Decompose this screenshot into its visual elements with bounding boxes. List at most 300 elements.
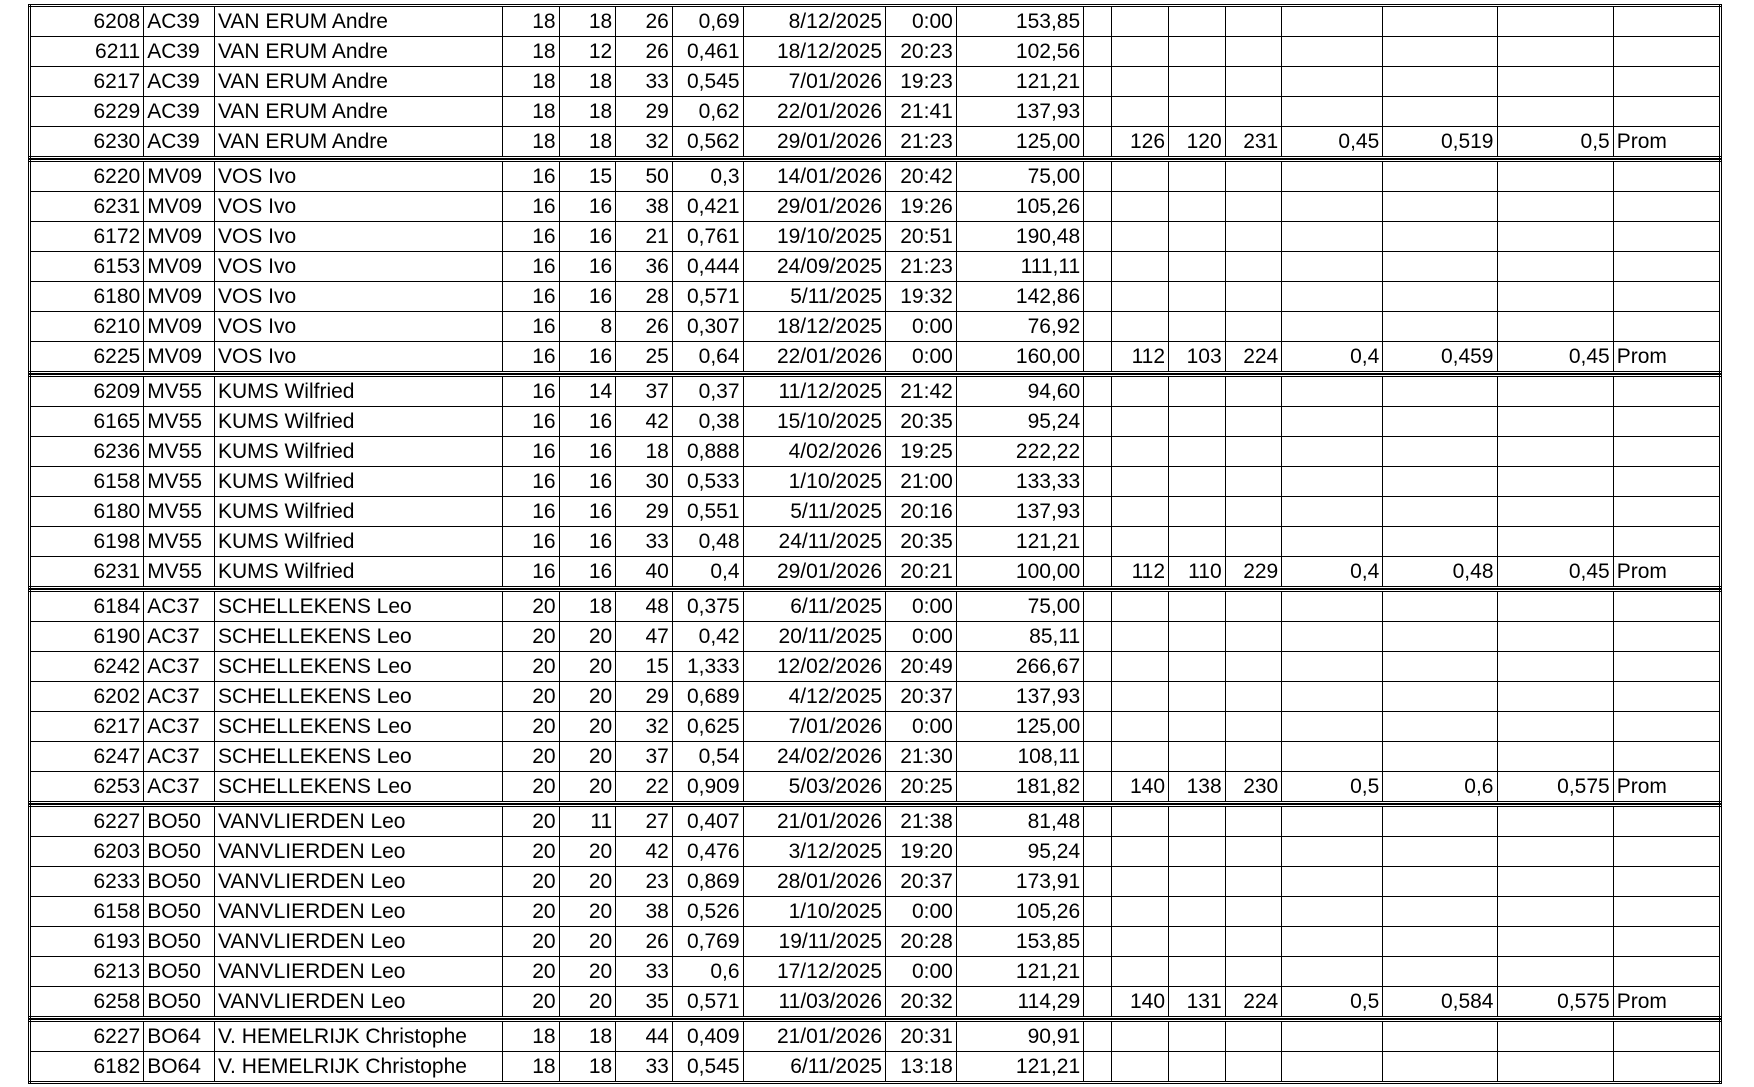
ratio-cell: 0,62 xyxy=(672,97,743,127)
sum-c-cell xyxy=(1225,622,1282,652)
prom-label-cell: Prom xyxy=(1613,987,1720,1018)
sum-b-cell: 138 xyxy=(1169,772,1226,803)
avg-a-cell xyxy=(1282,467,1383,497)
score-cell: 153,85 xyxy=(956,927,1083,957)
sum-b-cell xyxy=(1169,467,1226,497)
ratio-cell: 0,54 xyxy=(672,742,743,772)
spacer-cell xyxy=(1084,282,1112,312)
avg-a-cell: 0,5 xyxy=(1282,987,1383,1018)
date-cell: 22/01/2026 xyxy=(743,97,886,127)
ratio-cell: 0,48 xyxy=(672,527,743,557)
avg-b-cell: 0,459 xyxy=(1383,342,1497,373)
date-cell: 12/02/2026 xyxy=(743,652,886,682)
sum-b-cell xyxy=(1169,527,1226,557)
table-row xyxy=(30,437,1721,467)
avg-c-cell xyxy=(1497,437,1613,467)
col-c-cell: 35 xyxy=(616,987,673,1018)
sum-c-cell xyxy=(1225,6,1282,37)
sum-b-cell xyxy=(1169,37,1226,67)
col-a-cell: 16 xyxy=(503,252,560,282)
spacer-cell xyxy=(1084,222,1112,252)
ring-code-cell: BO64 xyxy=(144,1052,215,1083)
race-no-cell: 6210 xyxy=(30,312,144,342)
spacer-cell xyxy=(1084,772,1112,803)
sum-c-cell xyxy=(1225,837,1282,867)
date-cell: 24/02/2026 xyxy=(743,742,886,772)
ratio-cell: 0,4 xyxy=(672,557,743,588)
score-cell: 94,60 xyxy=(956,376,1083,407)
time-cell: 19:23 xyxy=(886,67,957,97)
ratio-cell: 0,307 xyxy=(672,312,743,342)
score-cell: 266,67 xyxy=(956,652,1083,682)
time-cell: 0:00 xyxy=(886,622,957,652)
col-b-cell: 16 xyxy=(559,407,616,437)
date-cell: 5/11/2025 xyxy=(743,282,886,312)
avg-a-cell xyxy=(1282,957,1383,987)
table-row xyxy=(30,342,1721,373)
spacer-cell xyxy=(1084,127,1112,158)
sum-c-cell xyxy=(1225,1052,1282,1083)
avg-a-cell xyxy=(1282,591,1383,622)
avg-c-cell xyxy=(1497,837,1613,867)
avg-b-cell: 0,48 xyxy=(1383,557,1497,588)
col-a-cell: 16 xyxy=(503,407,560,437)
spacer-cell xyxy=(1084,1021,1112,1052)
ring-code-cell: MV55 xyxy=(144,557,215,588)
col-a-cell: 16 xyxy=(503,282,560,312)
member-name-cell: VANVLIERDEN Leo xyxy=(214,927,502,957)
prom-label-cell xyxy=(1613,867,1720,897)
ratio-cell: 0,545 xyxy=(672,67,743,97)
sum-c-cell: 230 xyxy=(1225,772,1282,803)
avg-b-cell xyxy=(1383,222,1497,252)
col-b-cell: 20 xyxy=(559,897,616,927)
sum-a-cell xyxy=(1112,37,1169,67)
date-cell: 11/12/2025 xyxy=(743,376,886,407)
avg-c-cell xyxy=(1497,192,1613,222)
sum-c-cell xyxy=(1225,252,1282,282)
table-row xyxy=(30,927,1721,957)
sum-c-cell xyxy=(1225,1021,1282,1052)
col-b-cell: 16 xyxy=(559,282,616,312)
date-cell: 4/12/2025 xyxy=(743,682,886,712)
date-cell: 18/12/2025 xyxy=(743,37,886,67)
date-cell: 19/10/2025 xyxy=(743,222,886,252)
avg-c-cell xyxy=(1497,1021,1613,1052)
prom-label-cell xyxy=(1613,1021,1720,1052)
time-cell: 21:38 xyxy=(886,806,957,837)
prom-label-cell xyxy=(1613,682,1720,712)
avg-b-cell: 0,519 xyxy=(1383,127,1497,158)
avg-a-cell xyxy=(1282,161,1383,192)
prom-label-cell xyxy=(1613,37,1720,67)
date-cell: 28/01/2026 xyxy=(743,867,886,897)
sum-b-cell xyxy=(1169,376,1226,407)
col-c-cell: 28 xyxy=(616,282,673,312)
time-cell: 20:23 xyxy=(886,37,957,67)
spacer-cell xyxy=(1084,1052,1112,1083)
avg-a-cell: 0,4 xyxy=(1282,342,1383,373)
avg-b-cell xyxy=(1383,806,1497,837)
member-name-cell: V. HEMELRIJK Christophe xyxy=(214,1021,502,1052)
avg-c-cell: 0,5 xyxy=(1497,127,1613,158)
col-c-cell: 42 xyxy=(616,407,673,437)
prom-label-cell xyxy=(1613,591,1720,622)
avg-b-cell xyxy=(1383,312,1497,342)
col-b-cell: 20 xyxy=(559,987,616,1018)
sum-a-cell: 126 xyxy=(1112,127,1169,158)
prom-label-cell xyxy=(1613,161,1720,192)
sum-c-cell xyxy=(1225,437,1282,467)
col-c-cell: 25 xyxy=(616,342,673,373)
col-b-cell: 20 xyxy=(559,867,616,897)
col-a-cell: 20 xyxy=(503,712,560,742)
ring-code-cell: BO50 xyxy=(144,927,215,957)
avg-a-cell xyxy=(1282,282,1383,312)
prom-label-cell xyxy=(1613,806,1720,837)
date-cell: 21/01/2026 xyxy=(743,1021,886,1052)
avg-a-cell xyxy=(1282,897,1383,927)
time-cell: 19:20 xyxy=(886,837,957,867)
spacer-cell xyxy=(1084,67,1112,97)
time-cell: 21:00 xyxy=(886,467,957,497)
sum-c-cell xyxy=(1225,591,1282,622)
member-name-cell: VANVLIERDEN Leo xyxy=(214,897,502,927)
avg-a-cell xyxy=(1282,742,1383,772)
col-c-cell: 44 xyxy=(616,1021,673,1052)
col-b-cell: 16 xyxy=(559,467,616,497)
member-name-cell: VOS Ivo xyxy=(214,252,502,282)
race-no-cell: 6227 xyxy=(30,806,144,837)
race-no-cell: 6217 xyxy=(30,67,144,97)
sum-b-cell xyxy=(1169,1052,1226,1083)
date-cell: 1/10/2025 xyxy=(743,467,886,497)
ratio-cell: 0,64 xyxy=(672,342,743,373)
spacer-cell xyxy=(1084,682,1112,712)
avg-a-cell: 0,5 xyxy=(1282,772,1383,803)
prom-label-cell xyxy=(1613,222,1720,252)
col-c-cell: 26 xyxy=(616,6,673,37)
date-cell: 29/01/2026 xyxy=(743,192,886,222)
member-name-cell: KUMS Wilfried xyxy=(214,437,502,467)
avg-b-cell: 0,584 xyxy=(1383,987,1497,1018)
col-c-cell: 21 xyxy=(616,222,673,252)
avg-a-cell xyxy=(1282,376,1383,407)
col-c-cell: 48 xyxy=(616,591,673,622)
sum-b-cell xyxy=(1169,652,1226,682)
avg-c-cell xyxy=(1497,37,1613,67)
col-b-cell: 16 xyxy=(559,557,616,588)
score-cell: 121,21 xyxy=(956,957,1083,987)
spacer-cell xyxy=(1084,6,1112,37)
table-row xyxy=(30,957,1721,987)
avg-c-cell xyxy=(1497,1052,1613,1083)
member-name-cell: VOS Ivo xyxy=(214,161,502,192)
avg-a-cell xyxy=(1282,837,1383,867)
time-cell: 0:00 xyxy=(886,6,957,37)
col-c-cell: 32 xyxy=(616,712,673,742)
sum-a-cell: 140 xyxy=(1112,987,1169,1018)
col-a-cell: 18 xyxy=(503,97,560,127)
table-row xyxy=(30,897,1721,927)
col-b-cell: 20 xyxy=(559,837,616,867)
ring-code-cell: MV09 xyxy=(144,312,215,342)
table-row xyxy=(30,192,1721,222)
ring-code-cell: MV09 xyxy=(144,282,215,312)
ratio-cell: 0,3 xyxy=(672,161,743,192)
ratio-cell: 0,409 xyxy=(672,1021,743,1052)
avg-a-cell xyxy=(1282,192,1383,222)
sum-b-cell xyxy=(1169,682,1226,712)
avg-b-cell xyxy=(1383,37,1497,67)
avg-c-cell xyxy=(1497,467,1613,497)
ring-code-cell: AC37 xyxy=(144,622,215,652)
sum-c-cell xyxy=(1225,652,1282,682)
avg-a-cell: 0,4 xyxy=(1282,557,1383,588)
ring-code-cell: BO50 xyxy=(144,837,215,867)
col-b-cell: 11 xyxy=(559,806,616,837)
sum-c-cell xyxy=(1225,682,1282,712)
race-no-cell: 6213 xyxy=(30,957,144,987)
col-c-cell: 26 xyxy=(616,312,673,342)
col-a-cell: 16 xyxy=(503,467,560,497)
avg-c-cell: 0,575 xyxy=(1497,772,1613,803)
sum-b-cell xyxy=(1169,497,1226,527)
race-no-cell: 6172 xyxy=(30,222,144,252)
score-cell: 105,26 xyxy=(956,192,1083,222)
spacer-cell xyxy=(1084,557,1112,588)
col-b-cell: 18 xyxy=(559,97,616,127)
sum-b-cell xyxy=(1169,67,1226,97)
score-cell: 85,11 xyxy=(956,622,1083,652)
date-cell: 5/03/2026 xyxy=(743,772,886,803)
score-cell: 121,21 xyxy=(956,527,1083,557)
score-cell: 105,26 xyxy=(956,897,1083,927)
prom-label-cell xyxy=(1613,1052,1720,1083)
race-no-cell: 6208 xyxy=(30,6,144,37)
col-a-cell: 20 xyxy=(503,927,560,957)
member-group-table xyxy=(28,589,1722,804)
table-row xyxy=(30,252,1721,282)
sum-a-cell: 112 xyxy=(1112,342,1169,373)
avg-b-cell xyxy=(1383,407,1497,437)
sum-a-cell xyxy=(1112,806,1169,837)
time-cell: 20:25 xyxy=(886,772,957,803)
prom-label-cell xyxy=(1613,497,1720,527)
col-a-cell: 20 xyxy=(503,772,560,803)
spacer-cell xyxy=(1084,712,1112,742)
col-c-cell: 37 xyxy=(616,742,673,772)
col-b-cell: 20 xyxy=(559,652,616,682)
prom-label-cell xyxy=(1613,897,1720,927)
sum-c-cell xyxy=(1225,497,1282,527)
score-cell: 95,24 xyxy=(956,407,1083,437)
sum-b-cell: 110 xyxy=(1169,557,1226,588)
sum-b-cell xyxy=(1169,222,1226,252)
avg-b-cell xyxy=(1383,652,1497,682)
avg-a-cell xyxy=(1282,252,1383,282)
score-cell: 142,86 xyxy=(956,282,1083,312)
spacer-cell xyxy=(1084,192,1112,222)
avg-c-cell xyxy=(1497,252,1613,282)
col-c-cell: 30 xyxy=(616,467,673,497)
table-row xyxy=(30,467,1721,497)
time-cell: 20:51 xyxy=(886,222,957,252)
sum-a-cell xyxy=(1112,867,1169,897)
ring-code-cell: AC37 xyxy=(144,742,215,772)
sum-a-cell xyxy=(1112,97,1169,127)
score-cell: 125,00 xyxy=(956,712,1083,742)
sum-c-cell xyxy=(1225,897,1282,927)
ring-code-cell: AC39 xyxy=(144,37,215,67)
ratio-cell: 0,476 xyxy=(672,837,743,867)
date-cell: 24/09/2025 xyxy=(743,252,886,282)
score-cell: 137,93 xyxy=(956,682,1083,712)
col-a-cell: 18 xyxy=(503,1021,560,1052)
prom-label-cell xyxy=(1613,742,1720,772)
col-a-cell: 20 xyxy=(503,742,560,772)
race-no-cell: 6230 xyxy=(30,127,144,158)
ring-code-cell: BO50 xyxy=(144,867,215,897)
member-name-cell: SCHELLEKENS Leo xyxy=(214,772,502,803)
date-cell: 17/12/2025 xyxy=(743,957,886,987)
ring-code-cell: MV55 xyxy=(144,437,215,467)
sum-b-cell xyxy=(1169,312,1226,342)
date-cell: 21/01/2026 xyxy=(743,806,886,837)
member-name-cell: SCHELLEKENS Leo xyxy=(214,712,502,742)
ring-code-cell: AC37 xyxy=(144,682,215,712)
member-group-table xyxy=(28,4,1722,159)
race-no-cell: 6182 xyxy=(30,1052,144,1083)
col-b-cell: 18 xyxy=(559,591,616,622)
avg-a-cell xyxy=(1282,927,1383,957)
race-no-cell: 6247 xyxy=(30,742,144,772)
avg-b-cell xyxy=(1383,161,1497,192)
date-cell: 19/11/2025 xyxy=(743,927,886,957)
ratio-cell: 0,761 xyxy=(672,222,743,252)
member-name-cell: SCHELLEKENS Leo xyxy=(214,622,502,652)
prom-label-cell xyxy=(1613,67,1720,97)
avg-c-cell xyxy=(1497,897,1613,927)
col-b-cell: 14 xyxy=(559,376,616,407)
sum-c-cell xyxy=(1225,407,1282,437)
col-a-cell: 20 xyxy=(503,897,560,927)
col-c-cell: 22 xyxy=(616,772,673,803)
member-name-cell: VOS Ivo xyxy=(214,342,502,373)
table-row xyxy=(30,6,1721,37)
member-name-cell: VANVLIERDEN Leo xyxy=(214,987,502,1018)
col-a-cell: 20 xyxy=(503,652,560,682)
race-no-cell: 6231 xyxy=(30,192,144,222)
date-cell: 6/11/2025 xyxy=(743,591,886,622)
prom-label-cell xyxy=(1613,97,1720,127)
race-no-cell: 6202 xyxy=(30,682,144,712)
time-cell: 20:49 xyxy=(886,652,957,682)
score-cell: 190,48 xyxy=(956,222,1083,252)
sum-a-cell xyxy=(1112,497,1169,527)
col-b-cell: 20 xyxy=(559,742,616,772)
avg-b-cell xyxy=(1383,282,1497,312)
sum-c-cell xyxy=(1225,37,1282,67)
race-no-cell: 6229 xyxy=(30,97,144,127)
member-name-cell: VOS Ivo xyxy=(214,312,502,342)
ring-code-cell: MV55 xyxy=(144,527,215,557)
avg-b-cell xyxy=(1383,897,1497,927)
col-a-cell: 20 xyxy=(503,987,560,1018)
avg-c-cell xyxy=(1497,67,1613,97)
col-b-cell: 20 xyxy=(559,772,616,803)
sum-a-cell xyxy=(1112,527,1169,557)
time-cell: 13:18 xyxy=(886,1052,957,1083)
time-cell: 20:35 xyxy=(886,407,957,437)
spacer-cell xyxy=(1084,742,1112,772)
sum-a-cell xyxy=(1112,682,1169,712)
ring-code-cell: MV09 xyxy=(144,342,215,373)
member-name-cell: VOS Ivo xyxy=(214,192,502,222)
time-cell: 21:42 xyxy=(886,376,957,407)
ring-code-cell: AC39 xyxy=(144,6,215,37)
col-a-cell: 18 xyxy=(503,6,560,37)
sum-c-cell xyxy=(1225,312,1282,342)
col-a-cell: 18 xyxy=(503,67,560,97)
ring-code-cell: BO50 xyxy=(144,897,215,927)
member-name-cell: SCHELLEKENS Leo xyxy=(214,682,502,712)
ratio-cell: 0,551 xyxy=(672,497,743,527)
race-no-cell: 6211 xyxy=(30,37,144,67)
member-name-cell: VANVLIERDEN Leo xyxy=(214,806,502,837)
avg-b-cell xyxy=(1383,622,1497,652)
avg-b-cell xyxy=(1383,467,1497,497)
ratio-cell: 0,42 xyxy=(672,622,743,652)
avg-a-cell xyxy=(1282,37,1383,67)
score-cell: 111,11 xyxy=(956,252,1083,282)
col-b-cell: 18 xyxy=(559,1052,616,1083)
col-a-cell: 20 xyxy=(503,837,560,867)
spacer-cell xyxy=(1084,161,1112,192)
avg-a-cell xyxy=(1282,867,1383,897)
ring-code-cell: AC37 xyxy=(144,652,215,682)
date-cell: 5/11/2025 xyxy=(743,497,886,527)
sum-c-cell xyxy=(1225,161,1282,192)
prom-label-cell xyxy=(1613,712,1720,742)
time-cell: 19:32 xyxy=(886,282,957,312)
ratio-cell: 0,571 xyxy=(672,282,743,312)
member-name-cell: V. HEMELRIJK Christophe xyxy=(214,1052,502,1083)
ring-code-cell: MV09 xyxy=(144,252,215,282)
col-b-cell: 18 xyxy=(559,127,616,158)
race-no-cell: 6180 xyxy=(30,497,144,527)
avg-a-cell xyxy=(1282,1021,1383,1052)
avg-b-cell xyxy=(1383,527,1497,557)
col-c-cell: 33 xyxy=(616,527,673,557)
table-row xyxy=(30,622,1721,652)
sum-b-cell xyxy=(1169,6,1226,37)
avg-b-cell xyxy=(1383,192,1497,222)
prom-label-cell: Prom xyxy=(1613,342,1720,373)
ring-code-cell: MV09 xyxy=(144,192,215,222)
date-cell: 6/11/2025 xyxy=(743,1052,886,1083)
sum-a-cell xyxy=(1112,376,1169,407)
prom-label-cell xyxy=(1613,622,1720,652)
sum-b-cell xyxy=(1169,437,1226,467)
ratio-cell: 0,545 xyxy=(672,1052,743,1083)
sum-b-cell xyxy=(1169,407,1226,437)
spacer-cell xyxy=(1084,897,1112,927)
avg-b-cell xyxy=(1383,437,1497,467)
date-cell: 3/12/2025 xyxy=(743,837,886,867)
col-a-cell: 16 xyxy=(503,222,560,252)
prom-label-cell xyxy=(1613,407,1720,437)
